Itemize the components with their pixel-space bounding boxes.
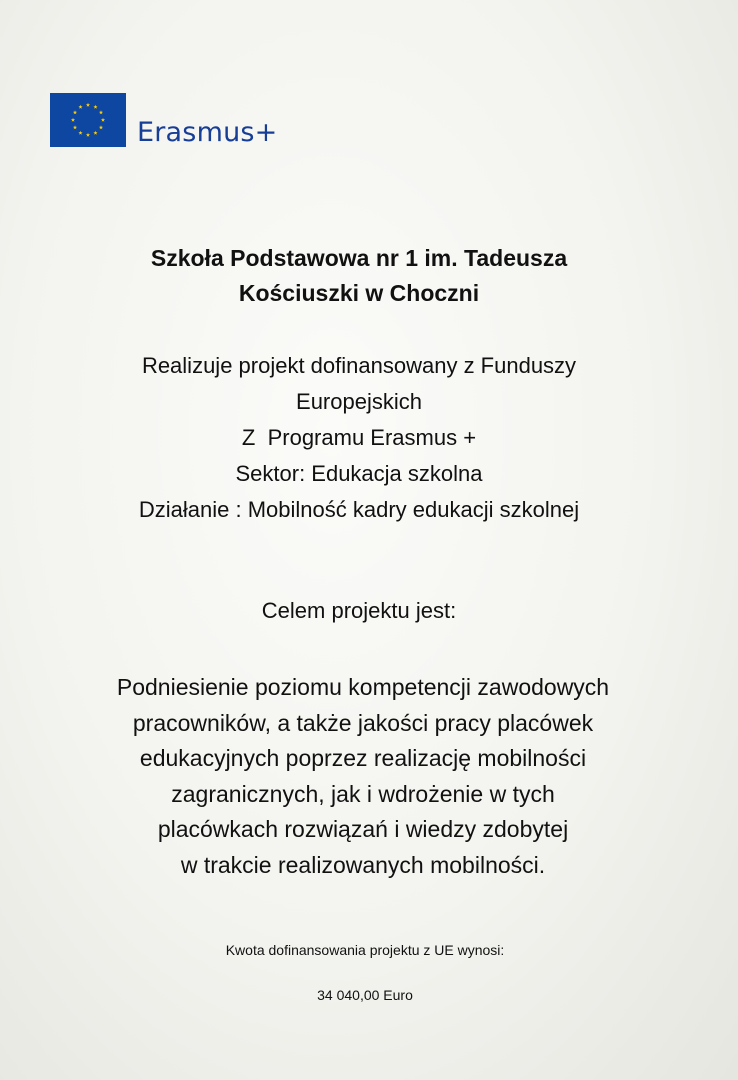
goal-line: w trakcie realizowanych mobilności. <box>180 851 546 878</box>
project-line: Działanie : Mobilność kadry edukacji szkolnej <box>138 497 580 522</box>
goal-line: edukacyjnych poprzez realizację mobilności <box>139 745 587 771</box>
flag-star-icon <box>93 105 97 109</box>
goal-line: zagranicznych, jak i wdrożenie w tych <box>171 780 555 807</box>
flag-star-icon <box>86 133 90 137</box>
goal-line: pracowników, a także jakości pracy placówek <box>132 709 594 736</box>
flag-star-icon <box>99 125 103 129</box>
flag-star-icon <box>78 131 82 135</box>
flag-star-icon <box>93 131 97 135</box>
flag-star-icon <box>86 103 90 107</box>
goal-line: placówkach rozwiązań i wiedzy zdobytej <box>157 816 569 842</box>
funding-label: Kwota dofinansowania projektu z UE wynosi: <box>225 942 505 958</box>
logo-wordmark: Erasmus+ <box>137 116 278 148</box>
goal-text <box>4 670 722 883</box>
flag-star-icon <box>99 110 103 114</box>
flag-star-icon <box>101 118 105 122</box>
project-line: Z Programu Erasmus + <box>241 425 477 450</box>
erasmus-logo <box>50 93 277 147</box>
goal-line: Podniesienie poziomu kompetencji zawodowych <box>116 674 610 700</box>
project-line: Sektor: Edukacja szkolna <box>235 461 483 486</box>
project-description <box>0 348 718 528</box>
school-name <box>0 241 718 311</box>
flag-star-icon <box>71 118 75 122</box>
school-name-line: Kościuszki w Choczni <box>238 280 480 306</box>
flag-star-icon <box>73 110 77 114</box>
flag-star-icon <box>73 125 77 129</box>
funding-amount: 34 040,00 Euro <box>317 987 413 1003</box>
flag-star-icon <box>78 105 82 109</box>
project-line: Realizuje projekt dofinansowany z Funduszy <box>141 353 577 378</box>
school-name-line: Szkoła Podstawowa nr 1 im. Tadeusza <box>150 245 568 271</box>
eu-flag-icon <box>50 93 126 147</box>
project-line: Europejskich <box>296 389 422 414</box>
goal-heading: Celem projektu jest: <box>261 598 457 623</box>
